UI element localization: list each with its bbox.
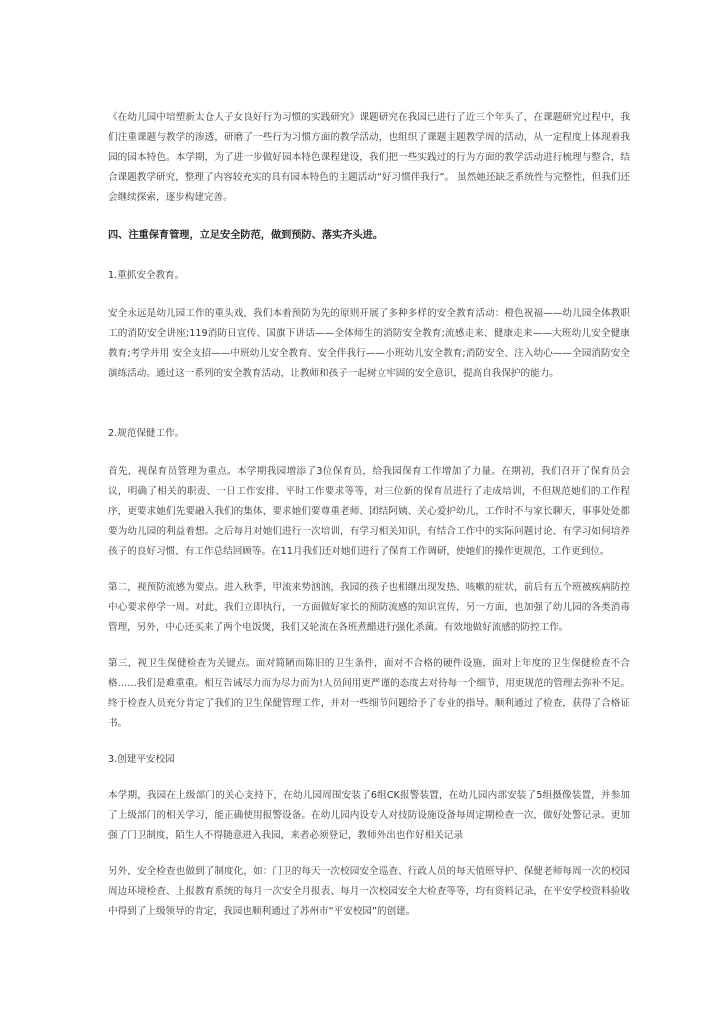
campus-paragraph-2: 另外，安全检查也做到了制度化，如：门卫的每天一次校园安全巡查、行政人员的每天值班导护、保健老师每周一次的校园周边环境检查、上报教育系统的每月一次安全月报表、每月一次校园安全大检查等等，均有资料记录，在平安学校资料验收中得到了上级领导的肯定，我园也顺利通过了苏州市“平安校园”的创建。	[108, 866, 630, 917]
health-paragraph-1: 首先，视保育员管理为重点。本学期我园增添了3位保育员，给我园保育工作增加了力量。在期初，我们召开了保育员会议，明确了相关的职责、一日工作安排、平时工作要求等等，对三位新的保育员进行了走成培训，不但规范她们的工作程序，更要求她们先要融入我们的集体，要求她们要尊重老师、团结阿姨、关心爱护幼儿，工作时不与家长聊天，事事处处都要为幼儿园的利益着想。之后每月对她们进行一次培训，有学习相关知识，有结合工作中的实际问题讨论、有学习如何培养孩子的良好习惯、有工作总结回顾等。在11月我们还对她们进行了保育工作调研，使她们的操作更规范，工作更到位。	[108, 466, 630, 557]
campus-paragraph-1: 本学期，我园在上级部门的关心支持下，在幼儿园周围安装了6组CK报警装置，在幼儿园内部安装了5组摄像装置，并参加了上级部门的相关学习，能正确使用报警设备。在幼儿园内设专人对技防设施设备每周定期检查一次，做好处警记录。更加强了门卫制度，陌生人不得随意进入我园，来者必须登记，教师外出也作好相关记录	[108, 790, 630, 841]
safety-paragraph: 安全永远是幼儿园工作的重头戏，我们本着预防为先的原则开展了多种多样的安全教育活动：橙色祝福——幼儿园全体教职工的消防安全讲座;119消防日宣传、国旗下讲话——全体师生的消防安全教育;流感走来、健康走来——大班幼儿安全健康教育;考学并用 安全支招——中班幼儿安全教育、安全伴我行——小班幼儿安全教育;消防安全、注入幼心——全园消防安全演练活动。通过这一系列的安全教育活动，让教师和孩子一起树立牢固的安全意识，提高自我保护的能力。	[108, 308, 630, 379]
subsection-title-health: 2.规范保健工作。	[108, 428, 185, 439]
health-paragraph-3: 第三，视卫生保健检查为关键点。面对简陋而陈旧的卫生条件，面对不合格的硬件设施，面对上年度的卫生保健检查不合格……我们是难重重。相互告诫尽力而为尽力而为!人员间用更严谨的态度去对待每一个细节，用更规范的管理去弥补不足。终于检查人员充分肯定了我们的卫生保健管理工作，并对一些细节问题给予了专业的指导。顺利通过了检查，获得了合格证书。	[108, 658, 630, 729]
intro-paragraph: 《在幼儿园中培塑新太仓人子女良好行为习惯的实践研究》课题研究在我园已进行了近三个年头了，在课题研究过程中，我们注重课题与教学的渗透，研磨了一些行为习惯方面的教学活动，也组织了课题主题教学周的活动，从一定程度上体现着我园的园本特色。本学期，为了进一步做好园本特色课程建设，我们把一些实践过的行为方面的教学活动进行梳理与整合，结合课题教学研究，整理了内容较充实的具有园本特色的主题活动“好习惯伴我行”。 虽然她还缺乏系统性与完整性，但我们还会继续探索，逐步构建完善。	[108, 112, 630, 203]
health-paragraph-2: 第二，视预防流感为要点。进入秋季，甲流来势汹汹，我园的孩子也相继出现发热、咳嗽的症状，前后有五个班被疾病防控中心要求停学一周。对此，我们立即执行，一方面做好家长的预防流感的知识宣传，另一方面，也加强了幼儿园的各类消毒管理，另外，中心还买来了两个电饭煲，我们又轮流在各班煮醋进行强化杀菌。有效地做好流感的防控工作。	[108, 582, 630, 633]
subsection-title-campus: 3.创建平安校园	[108, 754, 175, 765]
section-heading: 四、注重保育管理，立足安全防范，做到预防、落实齐头进。	[108, 230, 384, 241]
subsection-title-safety: 1.重抓安全教育。	[108, 270, 185, 281]
document-page	[108, 108, 630, 922]
